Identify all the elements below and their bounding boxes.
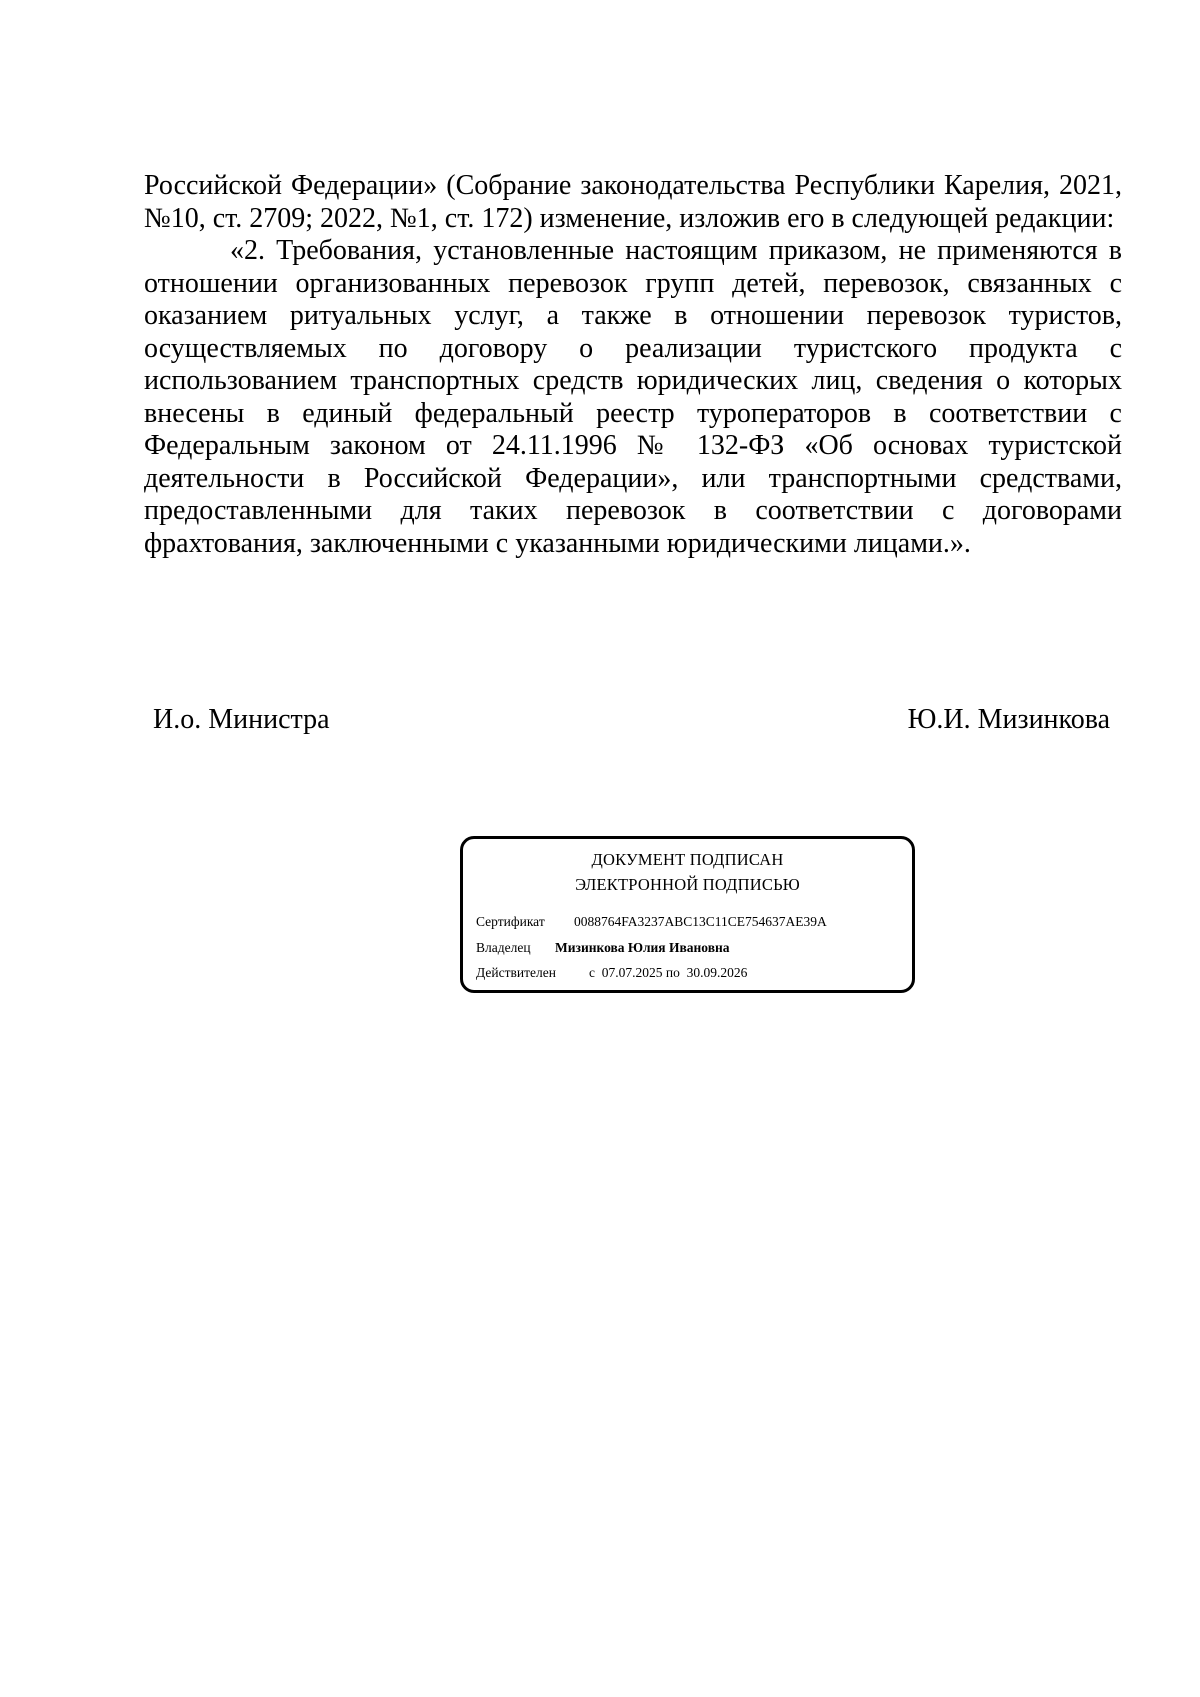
stamp-title-line1: ДОКУМЕНТ ПОДПИСАН <box>591 850 784 869</box>
valid-from-date: 07.07.2025 <box>601 965 663 980</box>
paragraph-continuation: Российской Федерации» (Собрание законодательства Республики Карелия, 2021, №10, ст. 2709; 2022, №1, ст. 172) изменение, изложив его в следующей редакции: <box>144 170 1122 234</box>
signatory-position: И.о. Министра <box>153 704 330 735</box>
certificate-label: Сертификат <box>476 914 545 929</box>
stamp-title-line2: ЭЛЕКТРОННОЙ ПОДПИСЬЮ <box>575 875 800 894</box>
owner-label: Владелец <box>476 940 531 955</box>
owner-value: Мизинкова Юлия Ивановна <box>555 940 730 955</box>
document-body <box>144 170 1122 560</box>
paragraph-requirements: «2. Требования, установленные настоящим приказом, не применяются в отношении организованных перевозок групп детей, перевозок, связанных с оказанием ритуальных услуг, а также в отношении перевозок туристов, осуществляемых по договору о реализации туристского продукта с использованием транспортных средств юридических лиц, сведения о которых внесены в единый федеральный реестр туроператоров в соответствии с Федеральным законом от 24.11.1996 № 132-ФЗ «Об основах туристской деятельности в Российской Федерации», или транспортными средствами, предоставленными для таких перевозок в соответствии с договорами фрахтования, заключенными с указанными юридическими лицами.». <box>144 235 1122 559</box>
certificate-value: 0088764FA3237ABC13C11CE754637AE39A <box>574 914 827 929</box>
stamp-certificate-row <box>476 913 827 931</box>
electronic-signature-stamp <box>460 836 915 993</box>
stamp-title <box>463 847 912 897</box>
stamp-validity-row <box>476 964 747 982</box>
stamp-owner-row <box>476 939 730 957</box>
valid-to-prefix: по <box>665 965 680 980</box>
valid-label: Действителен <box>476 965 556 980</box>
valid-from-prefix: с <box>589 965 595 980</box>
valid-to-date: 30.09.2026 <box>686 965 748 980</box>
signatory-name: Ю.И. Мизинкова <box>907 704 1110 735</box>
